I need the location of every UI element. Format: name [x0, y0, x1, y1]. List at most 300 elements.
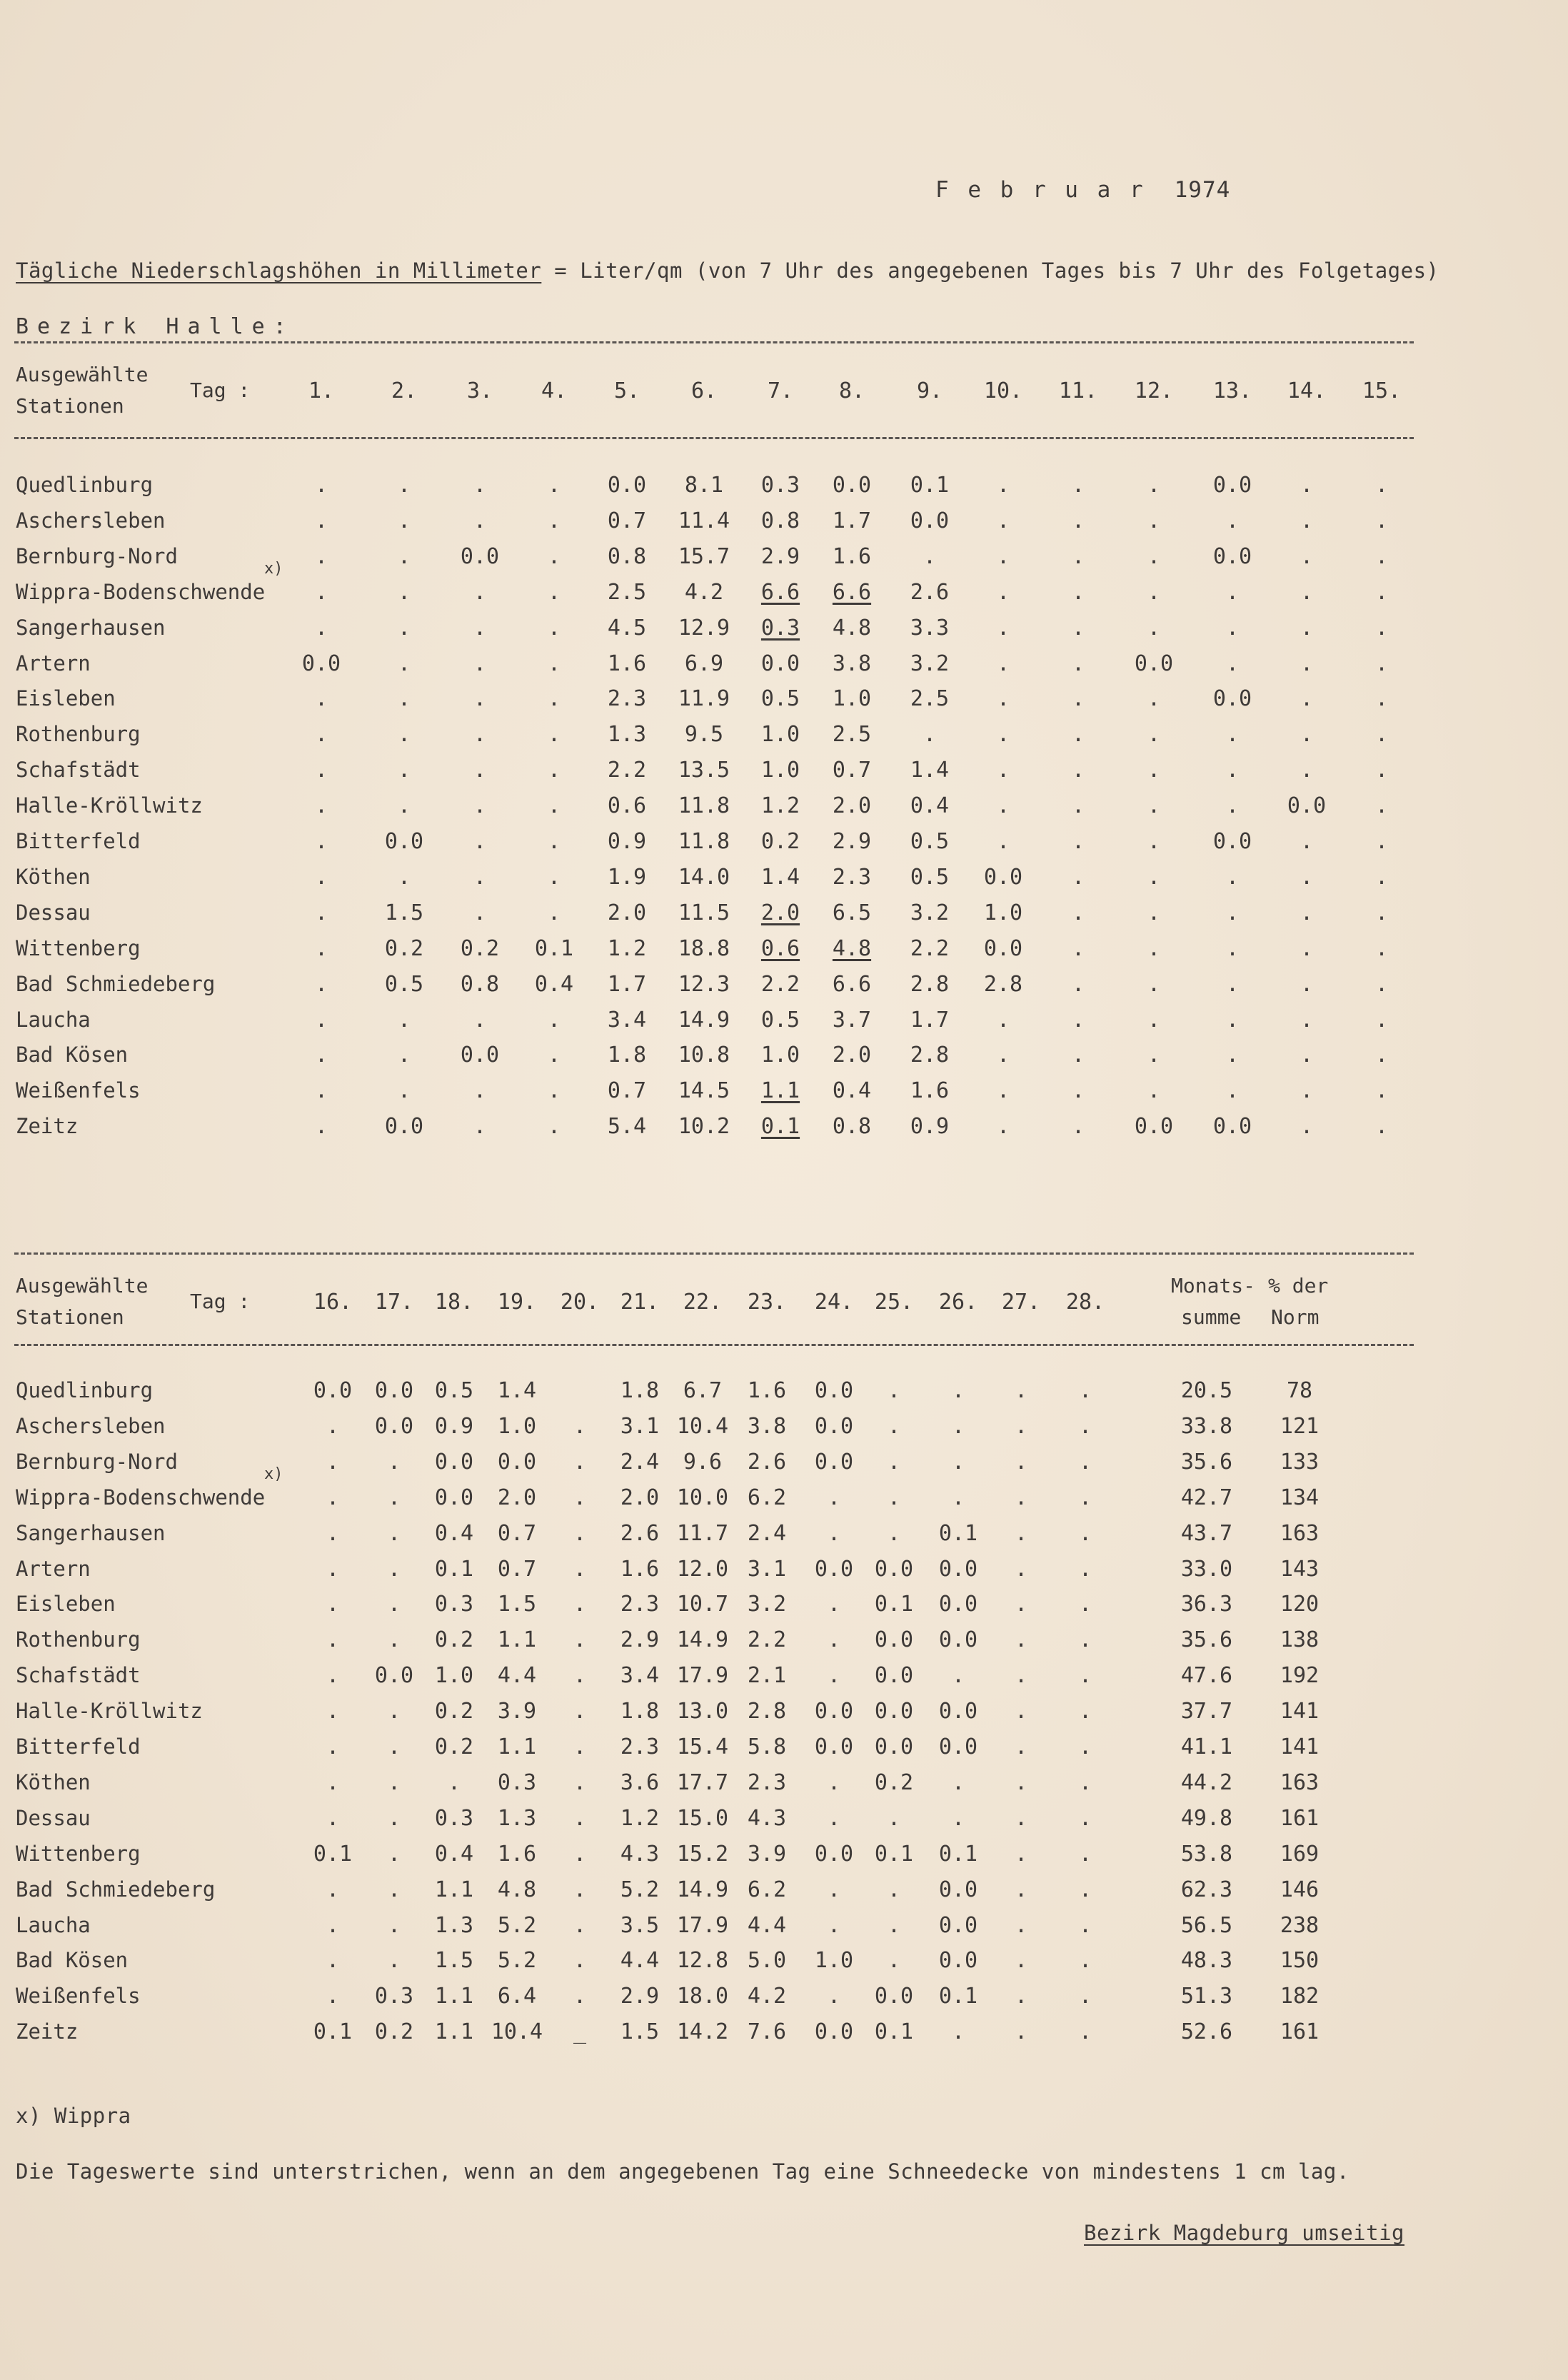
table-cell: .	[1374, 900, 1389, 925]
table-cell: 0.0	[1212, 829, 1252, 854]
header-day: 21.	[620, 1290, 660, 1315]
station-name: Sangerhausen	[16, 1520, 166, 1545]
table-cell: .	[1225, 615, 1240, 641]
table-cell: 0.0	[301, 651, 341, 676]
table-cell: .	[996, 579, 1010, 605]
table-cell: .	[1147, 473, 1161, 498]
table-cell: 3.7	[832, 1007, 872, 1033]
table-cell: 2.3	[620, 1592, 660, 1617]
table-cell: .	[1300, 473, 1314, 498]
table-cell: 0.0	[910, 508, 950, 533]
station-name: Schafstädt	[16, 1663, 141, 1688]
table-cell: .	[547, 615, 561, 641]
table-cell: 150	[1280, 1948, 1320, 1974]
table-cell: .	[1078, 1699, 1092, 1724]
table-cell: .	[827, 1520, 841, 1546]
table-cell: 15.7	[678, 543, 730, 569]
table-cell: 0.0	[874, 1699, 914, 1724]
table-cell: 1.6	[832, 543, 872, 569]
table-cell: 10.4	[491, 2019, 543, 2045]
table-cell: 2.9	[620, 1627, 660, 1653]
header-stations-line1: Ausgewählte	[16, 1274, 149, 1297]
table-cell: .	[1078, 1663, 1092, 1689]
table-cell: 2.4	[620, 1449, 660, 1475]
station-name: Wittenberg	[16, 935, 141, 960]
table-cell: .	[1374, 793, 1389, 819]
heading-main: Tägliche Niederschlagshöhen in Millimeter	[16, 258, 542, 283]
table-cell: .	[1374, 473, 1389, 498]
table-cell: 12.0	[676, 1556, 729, 1582]
table-cell: .	[387, 1556, 401, 1582]
table-cell: .	[397, 686, 411, 712]
header-day: 18.	[434, 1290, 474, 1315]
header-day: 2.	[391, 378, 418, 403]
table-cell: .	[1225, 793, 1240, 819]
table-cell: 0.0	[814, 2019, 854, 2045]
table-cell: .	[1225, 508, 1240, 533]
table-cell: 2.3	[747, 1769, 787, 1795]
table-cell: .	[547, 722, 561, 748]
table-cell: 2.5	[910, 686, 950, 712]
table-cell: .	[1071, 473, 1085, 498]
table-cell: 53.8	[1180, 1841, 1233, 1867]
table-cell: .	[473, 900, 487, 925]
table-cell: 0.0	[1134, 1114, 1174, 1140]
table-cell: 4.4	[747, 1912, 787, 1938]
table-cell: .	[387, 1449, 401, 1475]
wippra-footnote-mark: x)	[264, 559, 283, 578]
table-cell: .	[1071, 1007, 1085, 1033]
table-cell: .	[1014, 1449, 1028, 1475]
table-cell: 44.2	[1180, 1769, 1233, 1795]
table-cell: .	[326, 1592, 340, 1617]
table-cell: .	[314, 935, 328, 961]
table-cell: .	[473, 1114, 487, 1140]
table-cell: .	[397, 473, 411, 498]
station-name: Halle-Kröllwitz	[16, 793, 203, 818]
table-cell: 0.1	[938, 1520, 978, 1546]
table-cell: .	[1225, 971, 1240, 997]
table-cell: .	[1300, 543, 1314, 569]
table-cell: 18.0	[676, 1984, 729, 2009]
table-cell: .	[573, 1413, 587, 1439]
year-label: 1974	[1174, 177, 1231, 203]
table-cell: .	[1374, 971, 1389, 997]
table-cell: .	[1374, 1043, 1389, 1068]
table-cell: .	[827, 1592, 841, 1617]
table-cell: 1.0	[760, 1043, 800, 1068]
table-cell: .	[387, 1948, 401, 1974]
table-cell: .	[1225, 935, 1240, 961]
table-cell: 4.5	[607, 615, 647, 641]
table-cell: .	[573, 1485, 587, 1510]
table-cell: .	[387, 1841, 401, 1867]
station-name: Bad Kösen	[16, 1043, 129, 1068]
table-cell: .	[397, 1043, 411, 1068]
table-cell: .	[547, 543, 561, 569]
table-cell: 2.4	[747, 1520, 787, 1546]
station-name: Aschersleben	[16, 1413, 166, 1438]
table-cell: .	[573, 1449, 587, 1475]
table-cell: 12.3	[678, 971, 730, 997]
table-cell: 17.7	[676, 1769, 729, 1795]
table-cell: 1.1	[497, 1734, 537, 1759]
table-cell: 14.5	[678, 1078, 730, 1104]
table-cell: .	[1374, 758, 1389, 783]
station-name: Aschersleben	[16, 508, 166, 533]
table-cell: .	[387, 1912, 401, 1938]
table-cell: .	[473, 615, 487, 641]
table-cell: 0.4	[910, 793, 950, 819]
table-cell: .	[547, 508, 561, 533]
table-cell: 0.2	[434, 1627, 474, 1653]
table-cell: .	[387, 1734, 401, 1759]
table-cell: .	[1147, 829, 1161, 854]
table-cell: 10.0	[676, 1485, 729, 1510]
table-cell: .	[326, 1520, 340, 1546]
table-cell: 1.2	[607, 935, 647, 961]
table-cell: 6.6	[832, 579, 872, 605]
table-cell: .	[1374, 935, 1389, 961]
table-cell: 0.1	[313, 2019, 353, 2045]
table-cell: 0.0	[460, 1043, 500, 1068]
table-cell: .	[547, 793, 561, 819]
table-cell: 8.1	[684, 473, 724, 498]
table-cell: 0.7	[607, 508, 647, 533]
table-cell: .	[387, 1805, 401, 1831]
table-cell: .	[547, 473, 561, 498]
table-cell: 141	[1280, 1699, 1320, 1724]
table-cell: .	[573, 1627, 587, 1653]
table-cell: 0.0	[938, 1556, 978, 1582]
table-cell: .	[326, 1485, 340, 1510]
table-cell: 6.9	[684, 651, 724, 676]
table-cell: .	[573, 1734, 587, 1759]
table-cell: .	[1225, 651, 1240, 676]
table-cell: .	[827, 1805, 841, 1831]
table-cell: 0.0	[874, 1627, 914, 1653]
table-cell: 0.0	[497, 1449, 537, 1475]
table-cell: _	[573, 2019, 587, 2045]
table-cell: .	[1225, 1007, 1240, 1033]
table-cell: .	[1014, 1699, 1028, 1724]
header-rule-top	[14, 341, 1414, 343]
table-cell: .	[547, 1078, 561, 1104]
table-cell: .	[1014, 1877, 1028, 1902]
table-cell: .	[887, 1449, 901, 1475]
table-cell: 33.8	[1180, 1413, 1233, 1439]
table-cell: .	[397, 1007, 411, 1033]
table-cell: 0.0	[1212, 686, 1252, 712]
table-cell: 0.0	[607, 473, 647, 498]
table-cell: .	[827, 1877, 841, 1902]
table-cell: 6.4	[497, 1984, 537, 2009]
table-cell: 1.5	[384, 900, 424, 925]
header-rule-bottom	[14, 1344, 1414, 1346]
table-cell: 2.5	[832, 722, 872, 748]
table-cell: .	[1147, 900, 1161, 925]
table-cell: 17.9	[676, 1912, 729, 1938]
table-cell: .	[573, 1592, 587, 1617]
header-rule-bottom	[14, 437, 1414, 439]
table-cell: .	[573, 1663, 587, 1689]
header-day: 1.	[308, 378, 335, 403]
table-cell: .	[1300, 758, 1314, 783]
table-cell: .	[473, 829, 487, 854]
table-cell: 134	[1280, 1485, 1320, 1510]
table-cell: 0.0	[814, 1734, 854, 1759]
table-cell: 141	[1280, 1734, 1320, 1759]
table-cell: 2.3	[620, 1734, 660, 1759]
table-cell: .	[1300, 864, 1314, 890]
station-name: Weißenfels	[16, 1984, 141, 2009]
table-cell: .	[1014, 1805, 1028, 1831]
table-cell: .	[314, 508, 328, 533]
table-cell: 47.6	[1180, 1663, 1233, 1689]
table-cell: .	[1071, 900, 1085, 925]
table-cell: 10.7	[676, 1592, 729, 1617]
table-cell: .	[1147, 864, 1161, 890]
table-cell: 2.2	[760, 971, 800, 997]
table-cell: 2.8	[910, 971, 950, 997]
table-cell: 4.4	[620, 1948, 660, 1974]
header-monthly-sum-line2: summe	[1181, 1305, 1242, 1329]
table-cell: .	[1014, 1592, 1028, 1617]
table-cell: 0.7	[607, 1078, 647, 1104]
table-cell: 0.6	[607, 793, 647, 819]
table-cell: 4.8	[832, 935, 872, 961]
station-name: Bitterfeld	[16, 829, 141, 853]
table-cell: 0.0	[814, 1841, 854, 1867]
footnote: x) Wippra	[16, 2104, 131, 2128]
table-cell: .	[1374, 543, 1389, 569]
table-cell: 3.4	[607, 1007, 647, 1033]
table-cell: 1.0	[760, 722, 800, 748]
table-cell: 0.4	[534, 971, 574, 997]
header-day: 10.	[983, 378, 1023, 403]
table-cell: 5.0	[747, 1948, 787, 1974]
table-cell: .	[951, 1413, 965, 1439]
month-label: F e b r u a r	[935, 177, 1146, 203]
table-cell: .	[1225, 758, 1240, 783]
table-cell: .	[1147, 971, 1161, 997]
table-cell: .	[1300, 829, 1314, 854]
table-cell: .	[473, 722, 487, 748]
table-cell: 120	[1280, 1592, 1320, 1617]
table-cell: 4.3	[747, 1805, 787, 1831]
table-cell: 0.0	[1212, 543, 1252, 569]
station-name: Dessau	[16, 900, 91, 925]
table-cell: .	[1147, 579, 1161, 605]
table-cell: .	[996, 722, 1010, 748]
table-cell: .	[827, 1663, 841, 1689]
table-cell: .	[1071, 793, 1085, 819]
table-cell: .	[387, 1627, 401, 1653]
table-cell: 9.5	[684, 722, 724, 748]
table-cell: .	[887, 1877, 901, 1902]
table-cell: .	[473, 651, 487, 676]
station-name: Artern	[16, 651, 91, 676]
table-cell: .	[827, 1912, 841, 1938]
table-cell: 0.1	[874, 2019, 914, 2045]
table-cell: .	[1078, 1520, 1092, 1546]
table-cell: .	[1014, 1556, 1028, 1582]
table-cell: 51.3	[1180, 1984, 1233, 2009]
month-year-label	[935, 177, 1230, 203]
table-cell: .	[314, 758, 328, 783]
table-cell: .	[1225, 864, 1240, 890]
table-cell: .	[1014, 1912, 1028, 1938]
table-cell: .	[996, 1007, 1010, 1033]
table-cell: 2.0	[620, 1485, 660, 1510]
table-cell: 1.4	[497, 1378, 537, 1403]
table-cell: 0.2	[874, 1769, 914, 1795]
table-cell: 36.3	[1180, 1592, 1233, 1617]
underline-explanation: Die Tageswerte sind unterstrichen, wenn an dem angegebenen Tag eine Schneedecke von mindestens 1 cm lag.	[16, 2159, 1350, 2184]
table-cell: 0.0	[874, 1984, 914, 2009]
table-cell: 0.2	[434, 1734, 474, 1759]
station-name: Weißenfels	[16, 1078, 141, 1103]
table-cell: 0.9	[434, 1413, 474, 1439]
heading-rest: = Liter/qm (von 7 Uhr des angegebenen Tages bis 7 Uhr des Folgetages)	[541, 258, 1439, 283]
table-cell: .	[1225, 900, 1240, 925]
table-cell: 2.5	[607, 579, 647, 605]
table-cell: 133	[1280, 1449, 1320, 1475]
table-cell: .	[397, 579, 411, 605]
table-cell: 0.0	[938, 1912, 978, 1938]
table-cell: .	[1374, 1007, 1389, 1033]
table-cell: .	[473, 864, 487, 890]
table-cell: 0.0	[874, 1734, 914, 1759]
table-cell: .	[1071, 651, 1085, 676]
station-name: Köthen	[16, 1769, 91, 1794]
table-cell: .	[1300, 971, 1314, 997]
header-day: 5.	[613, 378, 640, 403]
table-cell: .	[951, 2019, 965, 2045]
table-cell: .	[1300, 615, 1314, 641]
continuation-note: Bezirk Magdeburg umseitig	[1084, 2221, 1404, 2245]
table-cell: 2.0	[607, 900, 647, 925]
header-rule-top	[14, 1252, 1414, 1255]
station-name: Artern	[16, 1556, 91, 1581]
table-cell: 5.2	[497, 1912, 537, 1938]
table-cell: 0.4	[434, 1520, 474, 1546]
station-name: Wittenberg	[16, 1841, 141, 1866]
table-cell: .	[326, 1948, 340, 1974]
table-cell: .	[1374, 1114, 1389, 1140]
table-cell: .	[996, 615, 1010, 641]
table-cell: .	[1014, 1378, 1028, 1403]
table-cell: .	[326, 1663, 340, 1689]
table-cell: 14.0	[678, 864, 730, 890]
table-cell: .	[547, 864, 561, 890]
table-cell: .	[1300, 508, 1314, 533]
table-cell: .	[1078, 1912, 1092, 1938]
table-cell: 1.2	[760, 793, 800, 819]
table-cell: 1.6	[910, 1078, 950, 1104]
table-cell: .	[1078, 1413, 1092, 1439]
table-cell: 1.9	[607, 864, 647, 890]
table-cell: 10.4	[676, 1413, 729, 1439]
table-cell: 1.0	[983, 900, 1023, 925]
table-cell: .	[397, 508, 411, 533]
table-cell: .	[547, 651, 561, 676]
header-day: 17.	[374, 1290, 414, 1315]
table-cell: .	[1014, 1734, 1028, 1759]
table-cell: .	[887, 1520, 901, 1546]
table-cell: .	[314, 900, 328, 925]
table-cell: .	[996, 686, 1010, 712]
table-cell: .	[326, 1413, 340, 1439]
table-cell: 1.6	[620, 1556, 660, 1582]
table-cell: 0.4	[434, 1841, 474, 1867]
table-cell: 43.7	[1180, 1520, 1233, 1546]
header-monthly-sum-line1: Monats-	[1171, 1274, 1256, 1297]
table-cell: .	[397, 1078, 411, 1104]
table-cell: .	[326, 1449, 340, 1475]
table-cell: 0.0	[814, 1699, 854, 1724]
station-name: Bernburg-Nord	[16, 543, 178, 568]
table-cell: .	[1147, 543, 1161, 569]
header-day: 8.	[838, 378, 865, 403]
table-cell: .	[1071, 1043, 1085, 1068]
table-cell: .	[827, 1769, 841, 1795]
table-cell: 2.0	[832, 1043, 872, 1068]
table-cell: .	[951, 1378, 965, 1403]
table-cell: 1.1	[434, 1984, 474, 2009]
table-cell: .	[923, 543, 937, 569]
table-cell: 4.8	[832, 615, 872, 641]
table-cell: .	[1078, 1769, 1092, 1795]
table-cell: .	[314, 829, 328, 854]
table-cell: .	[387, 1592, 401, 1617]
table-cell: .	[547, 900, 561, 925]
table-cell: 0.0	[434, 1485, 474, 1510]
table-cell: .	[996, 758, 1010, 783]
table-cell: 2.2	[607, 758, 647, 783]
table-cell: .	[387, 1520, 401, 1546]
table-cell: 1.0	[760, 758, 800, 783]
header-day: 23.	[747, 1290, 787, 1315]
table-cell: .	[1300, 1007, 1314, 1033]
table-cell: 2.9	[620, 1984, 660, 2009]
table-cell: 0.1	[534, 935, 574, 961]
table-cell: .	[314, 579, 328, 605]
header-percent-norm-line1: % der	[1268, 1274, 1329, 1297]
table-cell: 0.0	[938, 1734, 978, 1759]
table-cell: .	[1374, 651, 1389, 676]
table-cell: .	[314, 473, 328, 498]
table-cell: .	[473, 1078, 487, 1104]
table-cell: .	[314, 543, 328, 569]
table-cell: .	[1374, 864, 1389, 890]
table-cell: 0.3	[760, 615, 800, 641]
table-cell: .	[397, 758, 411, 783]
table-cell: .	[473, 793, 487, 819]
station-name: Bad Schmiedeberg	[16, 1877, 216, 1902]
header-day: 20.	[560, 1290, 600, 1315]
table-cell: 1.1	[497, 1627, 537, 1653]
table-cell: 0.0	[460, 543, 500, 569]
table-cell: .	[326, 1769, 340, 1795]
table-cell: 3.8	[832, 651, 872, 676]
table-cell: 0.5	[384, 971, 424, 997]
table-cell: 0.3	[497, 1769, 537, 1795]
table-cell: 163	[1280, 1769, 1320, 1795]
table-cell: .	[326, 1627, 340, 1653]
header-day: 28.	[1065, 1290, 1105, 1315]
table-cell: 1.8	[620, 1699, 660, 1724]
